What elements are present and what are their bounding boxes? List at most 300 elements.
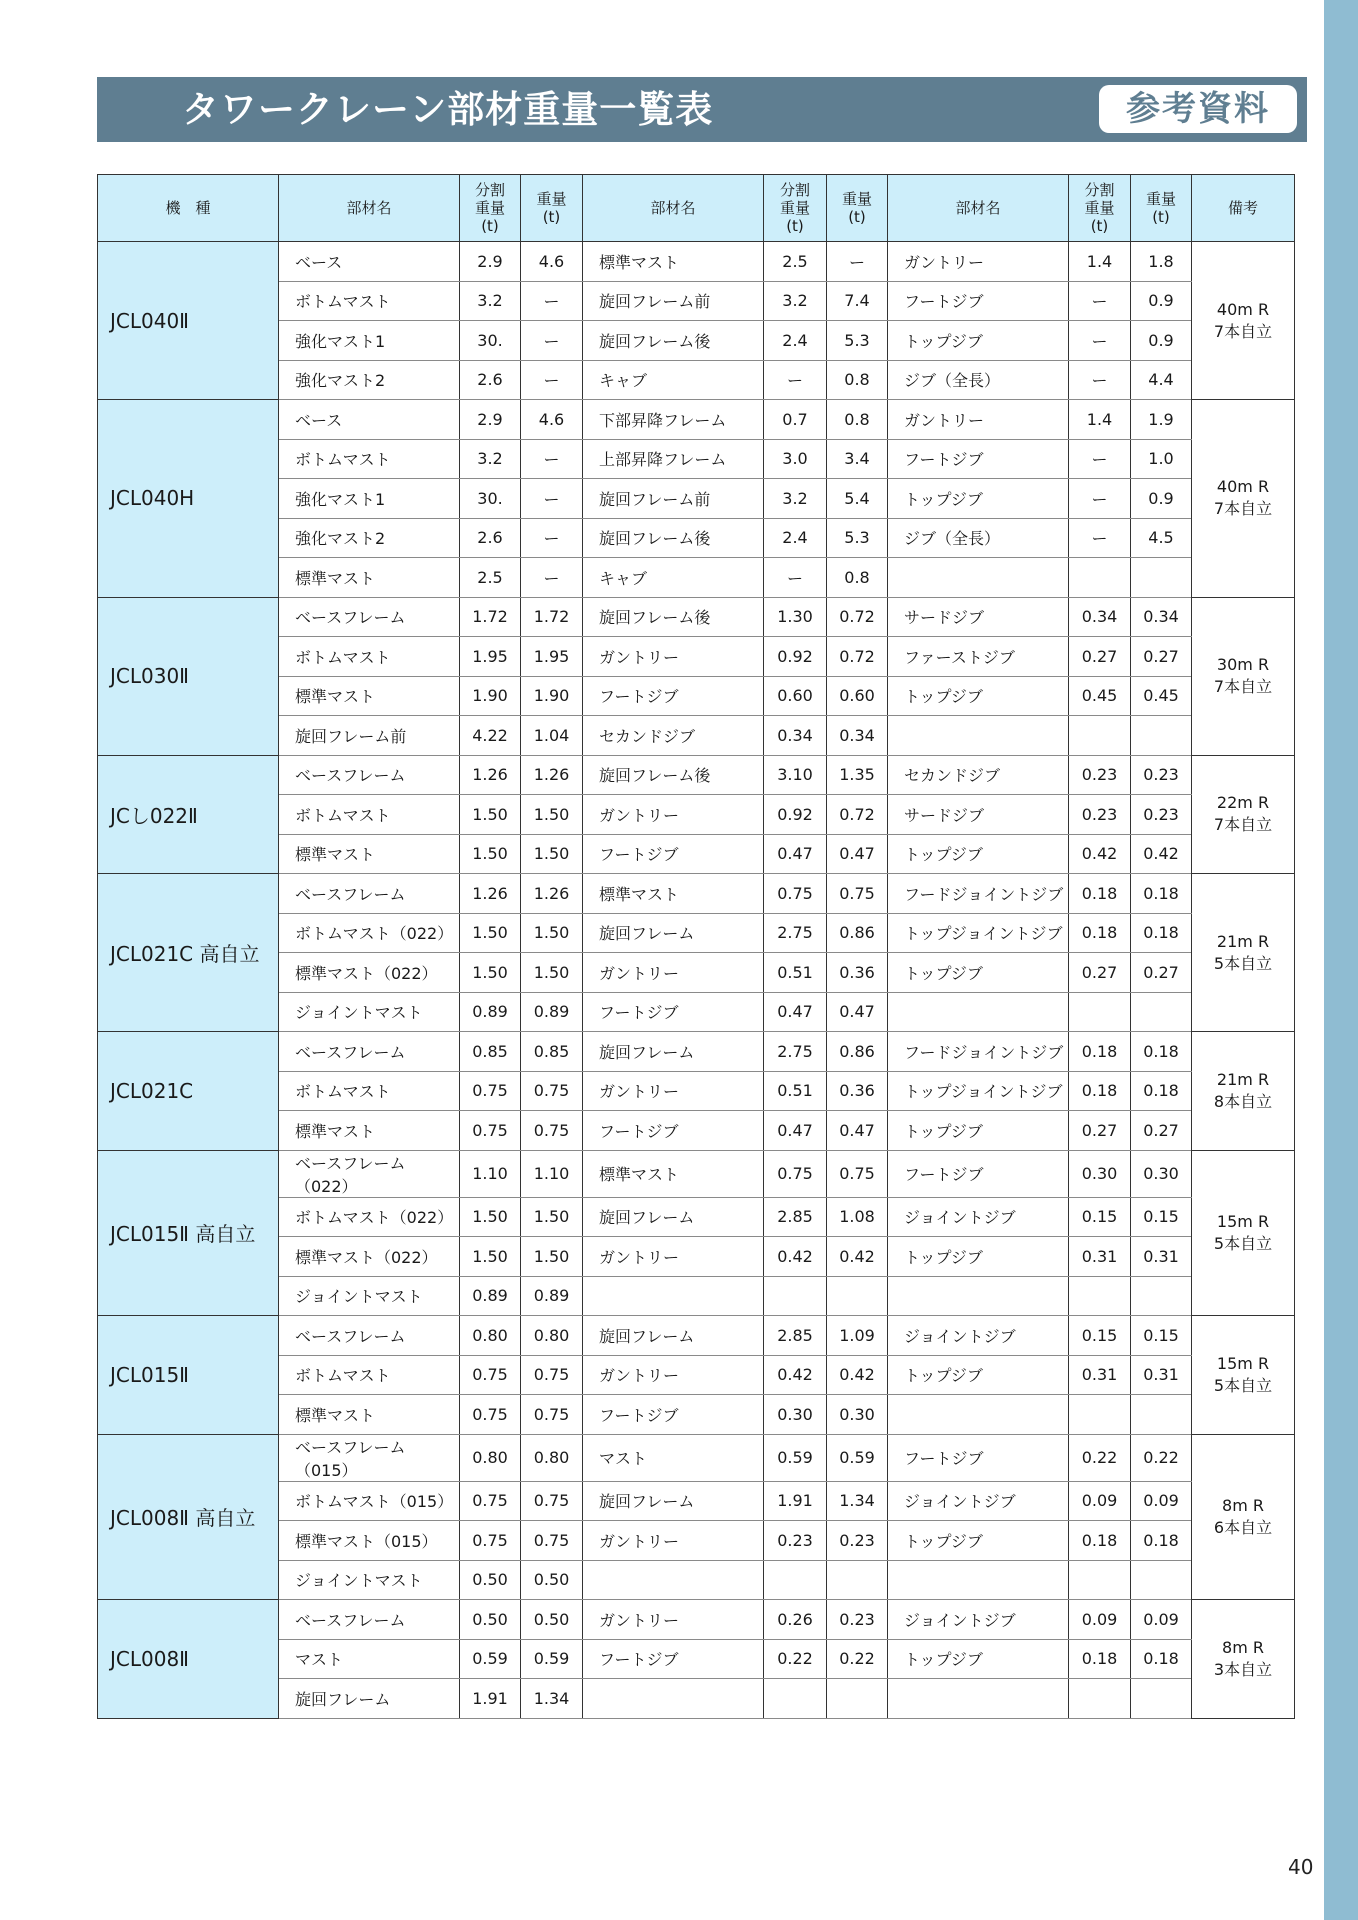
part-name-cell: ボトムマスト（022） — [279, 913, 460, 953]
split-weight-cell: 2.5 — [460, 558, 521, 598]
weight-cell: 0.75 — [521, 1521, 583, 1561]
weight-cell: 4.5 — [1131, 518, 1192, 558]
split-weight-cell: 0.75 — [460, 1395, 521, 1435]
weight-cell: 4.4 — [1131, 360, 1192, 400]
part-name-cell: ガントリー — [583, 1521, 764, 1561]
part-name-cell — [888, 558, 1069, 598]
split-weight-cell: 0.85 — [460, 1032, 521, 1072]
part-name-cell: ベース — [279, 400, 460, 440]
weight-cell — [1131, 1560, 1192, 1600]
header-model: 機 種 — [98, 175, 279, 242]
part-name-cell: 標準マスト — [583, 1150, 764, 1197]
split-weight-cell — [1069, 1276, 1131, 1316]
part-name-cell: 旋回フレーム後 — [583, 755, 764, 795]
weight-cell — [827, 1560, 888, 1600]
split-weight-cell: 0.09 — [1069, 1600, 1131, 1640]
part-name-cell: 標準マスト（015） — [279, 1521, 460, 1561]
split-weight-cell: 2.6 — [460, 518, 521, 558]
weight-cell: 0.22 — [827, 1639, 888, 1679]
part-name-cell: 旋回フレーム — [583, 1316, 764, 1356]
split-weight-cell: 0.75 — [460, 1521, 521, 1561]
part-name-cell: 強化マスト2 — [279, 518, 460, 558]
weight-cell: 1.95 — [521, 637, 583, 677]
part-name-cell: フートジブ — [583, 1639, 764, 1679]
split-weight-cell: 0.75 — [460, 1111, 521, 1151]
note-freestanding: 8本自立 — [1213, 1091, 1273, 1111]
note-freestanding: 7本自立 — [1213, 677, 1273, 696]
note-freestanding: 5本自立 — [1213, 1375, 1273, 1395]
weight-cell: 0.22 — [1131, 1434, 1192, 1481]
weight-cell: 0.80 — [521, 1434, 583, 1481]
weight-cell: 0.15 — [1131, 1316, 1192, 1356]
part-name-cell: トップジブ — [888, 1355, 1069, 1395]
split-weight-cell: 0.7 — [764, 400, 827, 440]
note-cell — [1192, 242, 1295, 400]
split-weight-cell: 2.5 — [764, 242, 827, 282]
split-weight-cell: 3.2 — [460, 281, 521, 321]
split-weight-cell: 0.92 — [764, 795, 827, 835]
split-weight-cell — [1069, 1679, 1131, 1719]
split-weight-cell: 0.75 — [460, 1071, 521, 1111]
part-name-cell: ボトムマスト — [279, 439, 460, 479]
part-name-cell: ガントリー — [583, 795, 764, 835]
weight-cell: 0.8 — [827, 360, 888, 400]
part-name-cell: ファーストジブ — [888, 637, 1069, 677]
split-weight-cell: 1.90 — [460, 676, 521, 716]
note-cell — [1192, 1316, 1295, 1435]
weight-cell: ー — [521, 479, 583, 519]
model-cell: JCL040H — [98, 400, 279, 598]
weight-cell: 0.9 — [1131, 281, 1192, 321]
split-weight-cell: 0.34 — [1069, 597, 1131, 637]
part-name-cell: 下部昇降フレーム — [583, 400, 764, 440]
note-freestanding: 5本自立 — [1213, 953, 1273, 973]
split-weight-cell: 2.6 — [460, 360, 521, 400]
header-row — [98, 175, 1295, 242]
header-part: 部材名 — [279, 175, 460, 242]
part-name-cell: 旋回フレーム前 — [583, 479, 764, 519]
split-weight-cell: 2.9 — [460, 242, 521, 282]
split-weight-cell: 0.22 — [1069, 1434, 1131, 1481]
note-radius: 8m R — [1222, 1637, 1264, 1657]
weight-cell: 0.9 — [1131, 479, 1192, 519]
part-name-cell: ジョイントジブ — [888, 1481, 1069, 1521]
split-weight-cell: 3.2 — [764, 479, 827, 519]
part-name-cell — [583, 1679, 764, 1719]
split-weight-cell: 0.30 — [1069, 1150, 1131, 1197]
split-weight-cell — [764, 1276, 827, 1316]
part-name-cell: 旋回フレーム後 — [583, 518, 764, 558]
split-weight-cell: 0.30 — [764, 1395, 827, 1435]
side-strip — [1324, 0, 1358, 1920]
split-weight-cell: 0.27 — [1069, 1111, 1131, 1151]
split-weight-cell: 1.91 — [460, 1679, 521, 1719]
weight-cell: 1.50 — [521, 1197, 583, 1237]
weight-cell: 1.26 — [521, 874, 583, 914]
table-row — [98, 597, 1295, 637]
split-weight-cell — [1069, 716, 1131, 756]
page-title: タワークレーン部材重量一覧表 — [182, 88, 714, 131]
split-weight-cell: 2.85 — [764, 1197, 827, 1237]
part-name-cell: 旋回フレーム — [583, 1032, 764, 1072]
part-name-cell: ボトムマスト — [279, 1355, 460, 1395]
split-weight-cell: 3.0 — [764, 439, 827, 479]
part-name-cell: ジョイントジブ — [888, 1316, 1069, 1356]
weight-cell: 0.18 — [1131, 913, 1192, 953]
part-name-cell: フートジブ — [583, 676, 764, 716]
weight-cell: 0.75 — [521, 1071, 583, 1111]
split-weight-cell: 1.4 — [1069, 242, 1131, 282]
part-name-cell: ジョイントジブ — [888, 1600, 1069, 1640]
split-weight-cell: 1.50 — [460, 795, 521, 835]
weight-cell: 0.75 — [521, 1355, 583, 1395]
part-name-cell: 標準マスト — [279, 1395, 460, 1435]
part-name-cell: ボトムマスト — [279, 281, 460, 321]
header-part: 部材名 — [583, 175, 764, 242]
weight-cell: 0.50 — [521, 1600, 583, 1640]
weight-cell: 0.47 — [827, 1111, 888, 1151]
weight-cell: 1.50 — [521, 913, 583, 953]
weight-cell: 0.47 — [827, 992, 888, 1032]
split-weight-cell: 2.75 — [764, 1032, 827, 1072]
weight-cell: 0.47 — [827, 834, 888, 874]
weight-cell: 0.09 — [1131, 1600, 1192, 1640]
split-weight-cell: 0.27 — [1069, 953, 1131, 993]
part-name-cell: ベース — [279, 242, 460, 282]
part-name-cell — [583, 1276, 764, 1316]
note-radius: 15m R — [1216, 1353, 1270, 1373]
part-name-cell: 旋回フレーム後 — [583, 597, 764, 637]
split-weight-cell: 0.89 — [460, 992, 521, 1032]
weight-cell: 0.75 — [521, 1111, 583, 1151]
split-weight-cell: 1.95 — [460, 637, 521, 677]
weight-cell: 0.34 — [1131, 597, 1192, 637]
weight-cell: 0.45 — [1131, 676, 1192, 716]
part-name-cell — [888, 1560, 1069, 1600]
split-weight-cell: 3.2 — [764, 281, 827, 321]
weight-cell — [1131, 558, 1192, 598]
model-cell: JCL015Ⅱ 高自立 — [98, 1150, 279, 1316]
part-name-cell: 標準マスト — [279, 676, 460, 716]
weight-cell: 0.30 — [1131, 1150, 1192, 1197]
weight-cell: 1.50 — [521, 795, 583, 835]
note-radius: 8m R — [1222, 1495, 1264, 1515]
note-radius: 21m R — [1216, 1069, 1270, 1089]
split-weight-cell — [764, 1560, 827, 1600]
part-name-cell: フートジブ — [583, 1395, 764, 1435]
page-number: 40 — [1288, 1855, 1314, 1879]
weight-cell: 0.23 — [827, 1521, 888, 1561]
weight-cell — [1131, 1679, 1192, 1719]
weight-cell: 0.42 — [1131, 834, 1192, 874]
weight-cell: 1.34 — [827, 1481, 888, 1521]
weight-cell: 0.23 — [827, 1600, 888, 1640]
part-name-cell: セカンドジブ — [888, 755, 1069, 795]
weight-cell: 0.34 — [827, 716, 888, 756]
part-name-cell: ベースフレーム — [279, 597, 460, 637]
part-name-cell: ジョイントマスト — [279, 1560, 460, 1600]
header-note: 備考 — [1192, 175, 1295, 242]
part-name-cell: トップジョイントジブ — [888, 1071, 1069, 1111]
weight-cell: 1.9 — [1131, 400, 1192, 440]
weight-cell: 0.59 — [521, 1639, 583, 1679]
weight-cell: 4.6 — [521, 400, 583, 440]
part-name-cell: ベースフレーム（022） — [279, 1150, 460, 1197]
weight-cell: 0.27 — [1131, 637, 1192, 677]
model-cell: JCL021C 高自立 — [98, 874, 279, 1032]
part-name-cell: ベースフレーム — [279, 1316, 460, 1356]
weight-cell: 0.42 — [827, 1355, 888, 1395]
part-name-cell: トップジョイントジブ — [888, 913, 1069, 953]
part-name-cell: ボトムマスト（022） — [279, 1197, 460, 1237]
table-row — [98, 1032, 1295, 1072]
weight-cell: ー — [521, 558, 583, 598]
weight-cell: 0.72 — [827, 795, 888, 835]
weight-cell: 0.27 — [1131, 1111, 1192, 1151]
weight-cell: 0.18 — [1131, 1071, 1192, 1111]
note-freestanding: 7本自立 — [1213, 815, 1273, 835]
part-name-cell: ガントリー — [583, 1237, 764, 1277]
split-weight-cell: 0.18 — [1069, 1639, 1131, 1679]
note-cell — [1192, 874, 1295, 1032]
part-name-cell: ベースフレーム — [279, 1032, 460, 1072]
model-cell: JCL008Ⅱ — [98, 1600, 279, 1719]
split-weight-cell: 0.26 — [764, 1600, 827, 1640]
split-weight-cell: 0.23 — [764, 1521, 827, 1561]
weight-cell: 0.15 — [1131, 1197, 1192, 1237]
split-weight-cell: 4.22 — [460, 716, 521, 756]
weight-cell — [827, 1276, 888, 1316]
part-name-cell: ガントリー — [583, 1355, 764, 1395]
weight-cell: 0.36 — [827, 953, 888, 993]
note-cell — [1192, 1032, 1295, 1151]
weight-cell: 0.89 — [521, 1276, 583, 1316]
weight-cell: ー — [521, 439, 583, 479]
part-name-cell: ベースフレーム — [279, 755, 460, 795]
weight-cell: 1.10 — [521, 1150, 583, 1197]
split-weight-cell: 1.4 — [1069, 400, 1131, 440]
split-weight-cell: 0.23 — [1069, 755, 1131, 795]
split-weight-cell: 0.75 — [460, 1355, 521, 1395]
part-name-cell — [888, 1395, 1069, 1435]
weight-cell: 1.08 — [827, 1197, 888, 1237]
part-name-cell: トップジブ — [888, 1237, 1069, 1277]
part-name-cell: フードジョイントジブ — [888, 1032, 1069, 1072]
header-weight: 重量 (t) — [1131, 175, 1192, 242]
part-name-cell: 旋回フレーム前 — [279, 716, 460, 756]
part-name-cell: トップジブ — [888, 1639, 1069, 1679]
split-weight-cell: 1.50 — [460, 1237, 521, 1277]
part-name-cell: 旋回フレーム — [279, 1679, 460, 1719]
table-row — [98, 1316, 1295, 1356]
split-weight-cell: 0.47 — [764, 992, 827, 1032]
split-weight-cell — [764, 1679, 827, 1719]
split-weight-cell: 0.31 — [1069, 1355, 1131, 1395]
part-name-cell: マスト — [583, 1434, 764, 1481]
part-name-cell: セカンドジブ — [583, 716, 764, 756]
part-name-cell: フートジブ — [583, 1111, 764, 1151]
split-weight-cell: 1.30 — [764, 597, 827, 637]
note-cell — [1192, 1150, 1295, 1316]
weight-cell: 1.90 — [521, 676, 583, 716]
header-split-weight: 分割 重量 (t) — [460, 175, 521, 242]
weight-cell: ー — [521, 281, 583, 321]
split-weight-cell: 0.42 — [764, 1237, 827, 1277]
part-name-cell: ボトムマスト — [279, 795, 460, 835]
part-name-cell: ボトムマスト — [279, 1071, 460, 1111]
note-cell — [1192, 1600, 1295, 1719]
note-radius: 15m R — [1216, 1211, 1270, 1231]
weight-cell: 0.50 — [521, 1560, 583, 1600]
part-name-cell: トップジブ — [888, 1111, 1069, 1151]
part-name-cell: ベースフレーム（015） — [279, 1434, 460, 1481]
part-name-cell: ガントリー — [583, 637, 764, 677]
split-weight-cell: ー — [764, 558, 827, 598]
weight-cell: 0.75 — [521, 1481, 583, 1521]
part-name-cell: キャブ — [583, 558, 764, 598]
split-weight-cell: 0.18 — [1069, 1521, 1131, 1561]
part-name-cell — [888, 992, 1069, 1032]
note-freestanding: 5本自立 — [1213, 1233, 1273, 1253]
weight-cell: 1.72 — [521, 597, 583, 637]
split-weight-cell: 0.27 — [1069, 637, 1131, 677]
weight-cell: 0.8 — [827, 400, 888, 440]
weight-cell: 0.18 — [1131, 1639, 1192, 1679]
weight-cell: 0.27 — [1131, 953, 1192, 993]
table-body — [98, 242, 1295, 1719]
split-weight-cell — [1069, 1560, 1131, 1600]
header-weight: 重量 (t) — [827, 175, 888, 242]
split-weight-cell: ー — [1069, 360, 1131, 400]
part-name-cell: 上部昇降フレーム — [583, 439, 764, 479]
table-row — [98, 1600, 1295, 1640]
weight-cell: 1.09 — [827, 1316, 888, 1356]
split-weight-cell: ー — [1069, 321, 1131, 361]
part-name-cell: フートジブ — [888, 1150, 1069, 1197]
weight-cell: 0.30 — [827, 1395, 888, 1435]
weight-cell: 1.26 — [521, 755, 583, 795]
weight-cell: 0.31 — [1131, 1237, 1192, 1277]
split-weight-cell: 0.15 — [1069, 1316, 1131, 1356]
header-split-weight: 分割 重量 (t) — [764, 175, 827, 242]
split-weight-cell: 0.34 — [764, 716, 827, 756]
note-freestanding: 7本自立 — [1213, 499, 1273, 519]
part-name-cell: 標準マスト（022） — [279, 1237, 460, 1277]
split-weight-cell: 0.42 — [1069, 834, 1131, 874]
weight-cell: 0.42 — [827, 1237, 888, 1277]
split-weight-cell: 0.31 — [1069, 1237, 1131, 1277]
weight-cell: ー — [827, 242, 888, 282]
part-name-cell: ガントリー — [888, 400, 1069, 440]
note-radius: 40m R — [1216, 477, 1270, 497]
part-name-cell: トップジブ — [888, 676, 1069, 716]
split-weight-cell: 0.22 — [764, 1639, 827, 1679]
split-weight-cell: 2.4 — [764, 518, 827, 558]
model-cell: JCし022Ⅱ — [98, 755, 279, 874]
weight-cell: 4.6 — [521, 242, 583, 282]
note-radius: 40m R — [1216, 299, 1270, 319]
split-weight-cell: 1.26 — [460, 874, 521, 914]
weight-cell: 1.8 — [1131, 242, 1192, 282]
part-name-cell: キャブ — [583, 360, 764, 400]
split-weight-cell: 0.89 — [460, 1276, 521, 1316]
weight-cell: 0.72 — [827, 597, 888, 637]
split-weight-cell: 0.59 — [460, 1639, 521, 1679]
part-name-cell: 旋回フレーム — [583, 1197, 764, 1237]
part-name-cell: フートジブ — [888, 281, 1069, 321]
weight-cell: 0.23 — [1131, 795, 1192, 835]
reference-badge: 参考資料 — [1099, 85, 1297, 133]
weight-cell: 0.59 — [827, 1434, 888, 1481]
part-name-cell: ボトムマスト — [279, 637, 460, 677]
split-weight-cell: 1.50 — [460, 1197, 521, 1237]
weight-cell: ー — [521, 321, 583, 361]
weight-cell: 1.0 — [1131, 439, 1192, 479]
part-name-cell: ガントリー — [583, 953, 764, 993]
split-weight-cell: 1.91 — [764, 1481, 827, 1521]
part-name-cell: ジョイントジブ — [888, 1197, 1069, 1237]
split-weight-cell: 0.47 — [764, 1111, 827, 1151]
split-weight-cell: 1.50 — [460, 834, 521, 874]
part-name-cell: 旋回フレーム — [583, 1481, 764, 1521]
split-weight-cell: 1.26 — [460, 755, 521, 795]
split-weight-cell: 1.50 — [460, 913, 521, 953]
part-name-cell: トップジブ — [888, 321, 1069, 361]
weight-cell: 0.18 — [1131, 874, 1192, 914]
weight-cell: 1.04 — [521, 716, 583, 756]
part-name-cell: ジョイントマスト — [279, 992, 460, 1032]
part-name-cell: 標準マスト — [583, 874, 764, 914]
weight-cell: 0.8 — [827, 558, 888, 598]
weight-cell — [827, 1679, 888, 1719]
part-name-cell: 旋回フレーム前 — [583, 281, 764, 321]
split-weight-cell: 2.85 — [764, 1316, 827, 1356]
part-name-cell: ガントリー — [583, 1071, 764, 1111]
split-weight-cell: 3.2 — [460, 439, 521, 479]
part-name-cell: フートジブ — [888, 1434, 1069, 1481]
note-cell — [1192, 597, 1295, 755]
weight-cell: 1.50 — [521, 1237, 583, 1277]
split-weight-cell: 1.10 — [460, 1150, 521, 1197]
part-name-cell: 標準マスト — [279, 1111, 460, 1151]
weight-cell: 1.35 — [827, 755, 888, 795]
split-weight-cell: 1.72 — [460, 597, 521, 637]
split-weight-cell: 0.75 — [764, 1150, 827, 1197]
split-weight-cell: 0.18 — [1069, 1071, 1131, 1111]
split-weight-cell: 0.18 — [1069, 913, 1131, 953]
split-weight-cell: 0.60 — [764, 676, 827, 716]
split-weight-cell: ー — [1069, 479, 1131, 519]
split-weight-cell: 0.50 — [460, 1600, 521, 1640]
part-name-cell — [888, 1679, 1069, 1719]
part-name-cell: 標準マスト — [279, 558, 460, 598]
part-name-cell: マスト — [279, 1639, 460, 1679]
header-part: 部材名 — [888, 175, 1069, 242]
weight-cell: 0.75 — [827, 874, 888, 914]
weight-cell: 5.3 — [827, 518, 888, 558]
part-name-cell: フードジョイントジブ — [888, 874, 1069, 914]
note-radius: 21m R — [1216, 931, 1270, 951]
part-name-cell: ガントリー — [583, 1600, 764, 1640]
split-weight-cell: 0.42 — [764, 1355, 827, 1395]
split-weight-cell: 0.18 — [1069, 1032, 1131, 1072]
split-weight-cell: 0.75 — [460, 1481, 521, 1521]
weight-cell: 0.85 — [521, 1032, 583, 1072]
split-weight-cell: 0.75 — [764, 874, 827, 914]
part-name-cell: ベースフレーム — [279, 1600, 460, 1640]
split-weight-cell — [1069, 1395, 1131, 1435]
split-weight-cell: 30. — [460, 321, 521, 361]
